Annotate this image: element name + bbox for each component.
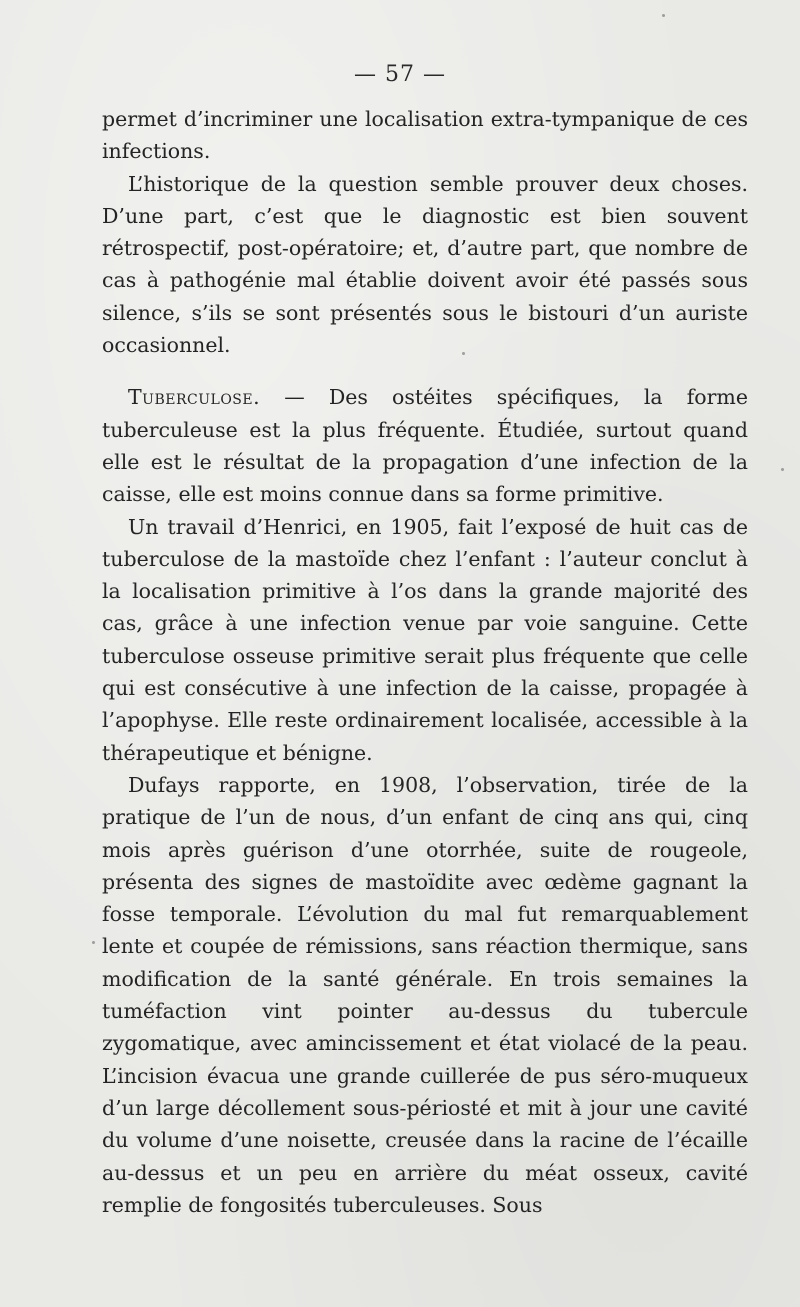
paper-speck: [92, 941, 95, 944]
section-heading-tuberculose: Tuberculose.: [128, 385, 261, 410]
paragraph-tuberculose-text: Des ostéites spécifiques, la forme tuberculeuse est la plus fréquente. Étudiée, surtout quand elle est le résultat de la propagation d’une infection de la caisse, elle est moins connue dans sa forme primitive.: [102, 385, 748, 507]
paragraph-continuation: permet d’incriminer une localisation extra-tympanique de ces infections.: [102, 107, 748, 164]
paragraph-historique: L’historique de la question semble prouver deux choses. D’une part, c’est que le diagnostic est bien souvent rétrospectif, post-opératoire; et, d’autre part, que nombre de cas à pathogénie mal établie doivent avoir été passés sous silence, s’ils se sont présentés sous le bistouri d’un auriste occasionnel.: [102, 171, 748, 358]
page-number: — 57 —: [354, 62, 446, 87]
paragraph-henrici: Un travail d’Henrici, en 1905, fait l’exposé de huit cas de tuberculose de la mastoïde chez l’enfant : l’auteur conclut à la localisation primitive à l’os dans la grande majorité des cas, grâce à une infection venue par voie sanguine. Cette tuberculose osseuse primitive serait plus fréquente que celle qui est consécutive à une infection de la caisse, propagée à l’apophyse. Elle reste ordinairement localisée, accessible à la thérapeutique et bénigne.: [102, 514, 748, 765]
heading-dash: —: [260, 385, 329, 410]
paragraph-tuberculose: [102, 381, 748, 510]
paper-speck: [662, 14, 665, 17]
paragraph-dufays: Dufays rapporte, en 1908, l’observation, tirée de la pratique de l’un de nous, d’un enfant de cinq ans qui, cinq mois après guérison d’une otorrhée, suite de rougeole, présenta des signes de mastoïdite avec œdème gagnant la fosse temporale. L’évolution du mal fut remarquablement lente et coupée de rémissions, sans réaction thermique, sans modification de la santé générale. En trois semaines la tuméfaction vint pointer au-dessus du tubercule zygomatique, avec amincissement et état violacé de la peau. L’incision évacua une grande cuillerée de pus séro-muqueux d’un large décollement sous-périosté et mit à jour une cavité du volume d’une noisette, creusée dans la racine de l’écaille au-dessus et un peu en arrière du méat osseux, cavité remplie de fongosités tuberculeuses. Sous: [102, 772, 748, 1217]
paper-speck: [781, 468, 784, 471]
body-text: [102, 103, 748, 1221]
paper-speck: [462, 352, 465, 355]
